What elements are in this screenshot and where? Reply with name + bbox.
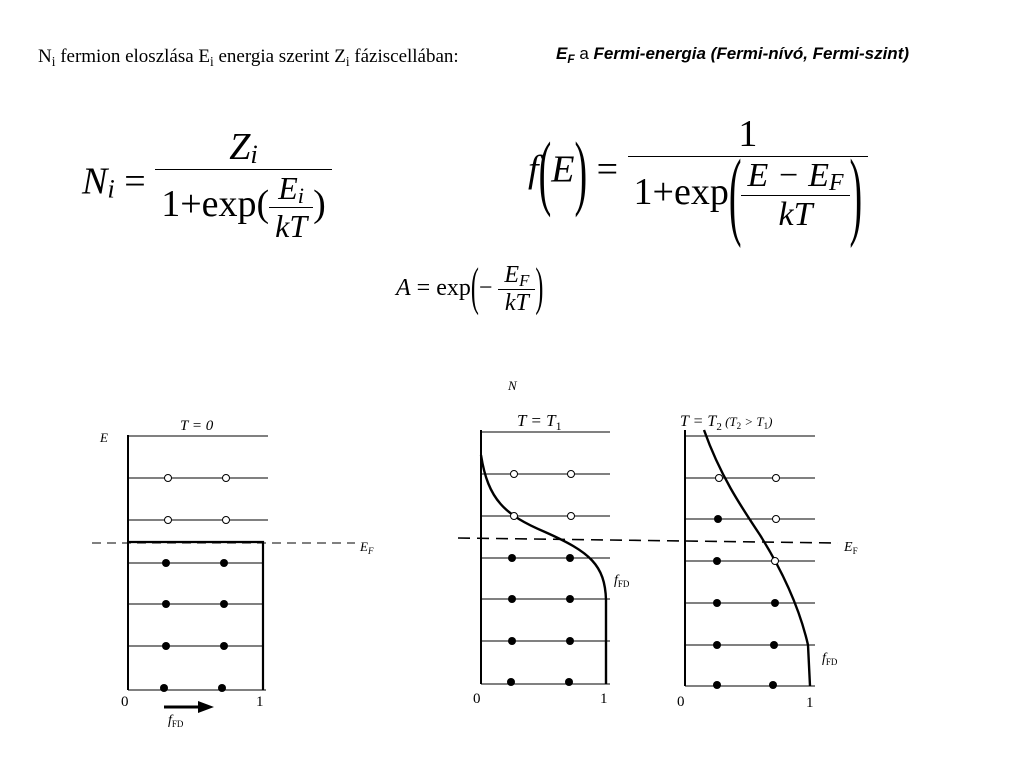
filled-state xyxy=(566,554,574,562)
filled-state xyxy=(713,599,721,607)
empty-state xyxy=(568,513,575,520)
eq-symbol: E − E xyxy=(747,157,829,194)
d2-x0-label: 0 xyxy=(473,691,481,707)
d3-title: $T = T_2$ $^{(T}$2 > T1) xyxy=(680,413,773,433)
eq-text: ) xyxy=(313,183,326,226)
empty-state xyxy=(223,517,230,524)
d3-ffd-label: $f_{FD}$ xyxy=(822,651,838,667)
eq-sub: i xyxy=(250,139,258,169)
eq-sub: F xyxy=(519,271,530,290)
filled-state xyxy=(218,684,226,692)
filled-state xyxy=(714,515,722,523)
d1-x1-label: 1 xyxy=(256,694,264,710)
filled-state xyxy=(713,641,721,649)
d2-levels xyxy=(481,432,610,641)
d3-levels xyxy=(685,436,815,645)
eq-text: 1+exp( xyxy=(161,183,270,226)
d3-x1-label: 1 xyxy=(806,695,814,711)
eq-operator: = xyxy=(587,148,628,191)
d3-x0-label: 0 xyxy=(677,694,685,710)
heading-text: fermion eloszlása E xyxy=(55,46,211,67)
filled-state xyxy=(713,681,721,689)
empty-state xyxy=(568,471,575,478)
eq-symbol: kT xyxy=(498,289,535,317)
d3-states xyxy=(713,475,780,690)
d2-title: $T = T_1$ xyxy=(517,411,562,433)
d2-states xyxy=(507,471,575,687)
filled-state xyxy=(566,637,574,645)
empty-state xyxy=(773,516,780,523)
eq-symbol: A xyxy=(396,275,411,302)
empty-state xyxy=(772,558,779,565)
heading-sub: i xyxy=(345,54,350,69)
filled-state xyxy=(566,595,574,603)
d1-ef-label: $E_F$ xyxy=(360,539,374,556)
filled-state xyxy=(508,637,516,645)
eq-symbol: N xyxy=(82,160,108,203)
empty-state xyxy=(165,475,172,482)
eq-symbol: kT xyxy=(741,195,849,234)
filled-state xyxy=(220,642,228,650)
filled-state xyxy=(507,678,515,686)
heading-text: energia szerint Z xyxy=(213,46,346,67)
filled-state xyxy=(162,559,170,567)
d1-x0-label: 0 xyxy=(121,694,129,710)
eq-text: 1+exp xyxy=(633,171,729,214)
heading-text: Fermi-energia (Fermi-nívó, Fermi-szint) xyxy=(593,44,910,63)
empty-state xyxy=(511,513,518,520)
filled-state xyxy=(713,557,721,565)
d3-ef-label: $E_F$ xyxy=(844,540,858,556)
d2-ffd-curve xyxy=(481,455,606,684)
heading-text: a xyxy=(574,44,594,63)
d1-title: T = 0 xyxy=(180,418,214,434)
eq-sub: i xyxy=(107,173,115,204)
filled-state xyxy=(508,554,516,562)
filled-state xyxy=(565,678,573,686)
eq-symbol: Z xyxy=(229,126,251,168)
eq-symbol: kT xyxy=(269,207,313,245)
d2-ffd-label: $f_{FD}$ xyxy=(614,573,630,589)
eq-operator: = xyxy=(114,160,156,203)
filled-state xyxy=(771,599,779,607)
eq-symbol: E xyxy=(278,170,298,206)
eq-sub: F xyxy=(828,170,844,196)
filled-state xyxy=(162,600,170,608)
eq-symbol: f xyxy=(528,148,539,191)
d1-axis-label: E xyxy=(100,430,108,445)
empty-state xyxy=(223,475,230,482)
filled-state xyxy=(770,641,778,649)
eq-text: = exp xyxy=(410,275,471,302)
ef-sub: F xyxy=(567,52,575,66)
empty-state xyxy=(773,475,780,482)
diagram-t2 xyxy=(677,413,858,711)
equation-fe: f(E) = 1 1+exp( $\frac{E - E_F}{kT}$ ) xyxy=(528,112,868,234)
filled-state xyxy=(162,642,170,650)
n-label: N xyxy=(508,378,517,393)
filled-state xyxy=(508,595,516,603)
eq-operator: − xyxy=(478,275,493,302)
filled-state xyxy=(220,600,228,608)
heading-text: N xyxy=(38,46,52,67)
d1-ffd-label: $f_{FD}$ xyxy=(168,713,184,729)
heading-sub: i xyxy=(210,54,214,69)
fraction: 1 1+exp( $\frac{E - E_F}{kT}$ ) xyxy=(628,112,869,234)
eq-number: 1 xyxy=(738,113,758,155)
eq-symbol: E xyxy=(551,148,575,191)
diagram-t1 xyxy=(473,411,630,707)
d2-x1-label: 1 xyxy=(600,691,608,707)
d1-ffd-step xyxy=(128,542,263,690)
empty-state xyxy=(165,517,172,524)
filled-state xyxy=(769,681,777,689)
d23-fermi-level xyxy=(458,538,838,543)
filled-state xyxy=(160,684,168,692)
heading-sub: i xyxy=(51,54,56,69)
diagram-t0 xyxy=(92,418,374,729)
empty-state xyxy=(716,475,723,482)
d1-states xyxy=(160,475,230,693)
heading-text: fáziscellában: xyxy=(349,46,459,67)
d1-arrow-head xyxy=(198,701,214,713)
equation-a: A = exp(− $\frac{E_F}{kT}$ ) xyxy=(396,259,544,317)
filled-state xyxy=(220,559,228,567)
eq-sub: i xyxy=(297,183,305,208)
ef-symbol: E xyxy=(556,44,568,63)
empty-state xyxy=(511,471,518,478)
eq-symbol: E xyxy=(504,262,520,288)
